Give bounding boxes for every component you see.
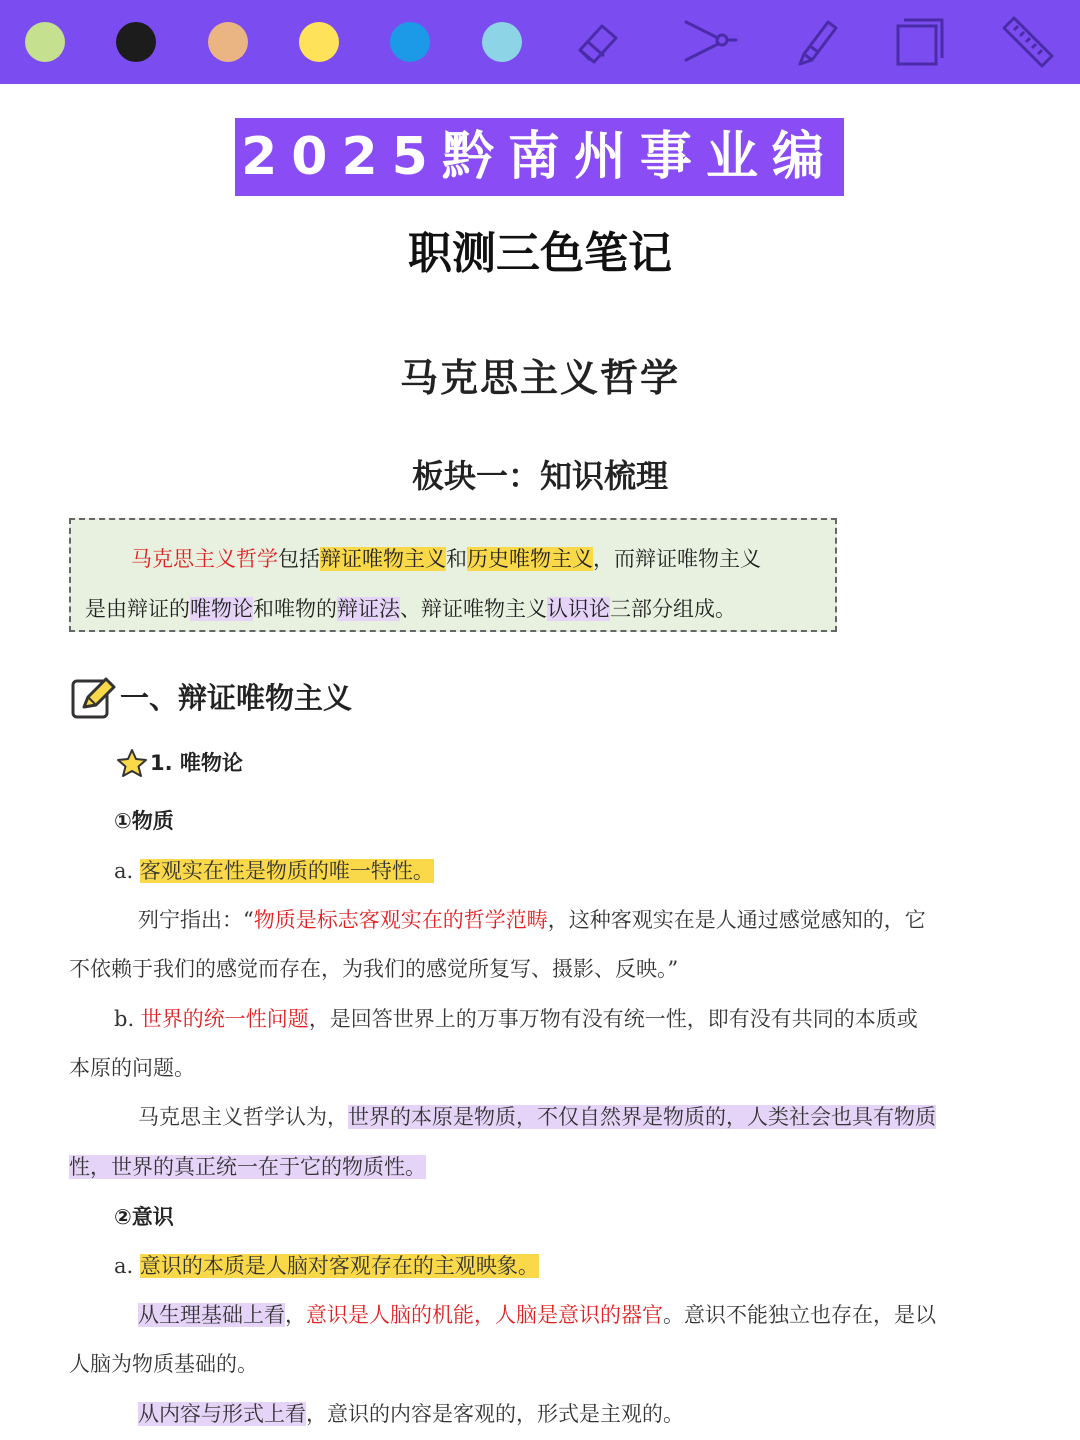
summary-text: 和唯物的 (253, 597, 337, 621)
lenin-quote-cont: 不依赖于我们的感觉而存在，为我们的感觉所复写、摄影、反映。” (69, 957, 679, 981)
summary-text: 、辩证唯物主义 (400, 597, 547, 621)
summary-text: 马克思主义哲学 (131, 547, 278, 571)
matter-point-b (114, 1002, 918, 1036)
color-swatch-cyan[interactable] (482, 22, 522, 62)
list-marker: b. (114, 1007, 135, 1031)
body-text: 马克思主义哲学认为， (138, 1105, 348, 1129)
color-swatch-blue[interactable] (390, 22, 430, 62)
matter-point-b-cont: 本原的问题。 (69, 1056, 195, 1080)
subtitle: 职测三色笔记 (408, 228, 672, 279)
summary-highlight: 历史唯物主义 (467, 547, 593, 571)
copy-pages-icon[interactable] (892, 14, 948, 70)
content-form-view (138, 1397, 684, 1431)
eraser-icon[interactable] (570, 14, 626, 70)
heading-materialism (116, 745, 243, 781)
compass-icon[interactable] (682, 14, 738, 70)
matter-point-a (114, 854, 434, 888)
summary-highlight: 辩证唯物主义 (320, 547, 446, 571)
star-icon (116, 747, 148, 779)
color-swatch-yellow[interactable] (299, 22, 339, 62)
list-marker: a. (114, 1254, 134, 1278)
body-text: 列宁指出：“ (138, 908, 254, 932)
heading-dialectical-materialism (70, 674, 352, 722)
marxism-view-cont (69, 1150, 426, 1184)
body-text: ，是回答世界上的万事万物有没有统一性，即有没有共同的本质或 (308, 1007, 918, 1031)
body-text: ，这种客观实在是人通过感觉感知的，它 (547, 908, 926, 932)
red-emphasis: 世界的统一性问题 (140, 1007, 309, 1031)
red-emphasis: 意识是人脑的机能，人脑是意识的器官 (306, 1303, 663, 1327)
physiology-view (138, 1298, 936, 1332)
summary-box (69, 518, 837, 632)
red-emphasis: 物质是标志客观实在的哲学范畴 (253, 908, 548, 932)
body-text: ，意识的内容是客观的，形式是主观的。 (306, 1402, 684, 1426)
top-toolbar (0, 0, 1080, 84)
body-text: ， (285, 1303, 306, 1327)
title-banner: 2025黔南州事业编 (235, 118, 844, 196)
summary-highlight: 辩证法 (337, 597, 400, 621)
body-text: 。意识不能独立也存在，是以 (663, 1303, 936, 1327)
consciousness-point-a (114, 1249, 539, 1283)
summary-highlight: 认识论 (547, 597, 610, 621)
color-swatch-green[interactable] (25, 22, 65, 62)
heading-text: 1. 唯物论 (150, 751, 243, 775)
color-swatch-black[interactable] (116, 22, 156, 62)
consciousness-title: ②意识 (114, 1205, 174, 1229)
section-title: 板块一：知识梳理 (411, 457, 668, 495)
summary-text: 和 (446, 547, 467, 571)
summary-highlight: 唯物论 (190, 597, 253, 621)
summary-text: 包括 (278, 547, 320, 571)
summary-text: 是由辩证的 (85, 597, 190, 621)
edit-note-icon (70, 675, 118, 721)
summary-text: ，而辩证唯物主义 (593, 547, 761, 571)
ruler-icon[interactable] (1000, 14, 1056, 70)
physiology-view-cont: 人脑为物质基础的。 (69, 1352, 258, 1376)
heading-text: 一、辩证唯物主义 (120, 681, 353, 715)
purple-highlight: 从内容与形式上看 (138, 1402, 306, 1426)
key-point-highlight: 意识的本质是人脑对客观存在的主观映象。 (139, 1254, 539, 1278)
highlighter-icon[interactable] (788, 14, 844, 70)
purple-highlight: 从生理基础上看 (138, 1303, 285, 1327)
summary-text: 三部分组成。 (610, 597, 736, 621)
matter-title: ①物质 (114, 809, 174, 833)
list-marker: a. (114, 859, 134, 883)
lenin-quote (138, 903, 926, 937)
document-title: 马克思主义哲学 (399, 356, 680, 400)
purple-highlight: 性，世界的真正统一在于它的物质性。 (69, 1155, 426, 1179)
marxism-view (138, 1100, 936, 1134)
color-swatch-orange[interactable] (208, 22, 248, 62)
purple-highlight: 世界的本原是物质，不仅自然界是物质的，人类社会也具有物质 (348, 1105, 936, 1129)
key-point-highlight: 客观实在性是物质的唯一特性。 (139, 859, 434, 883)
